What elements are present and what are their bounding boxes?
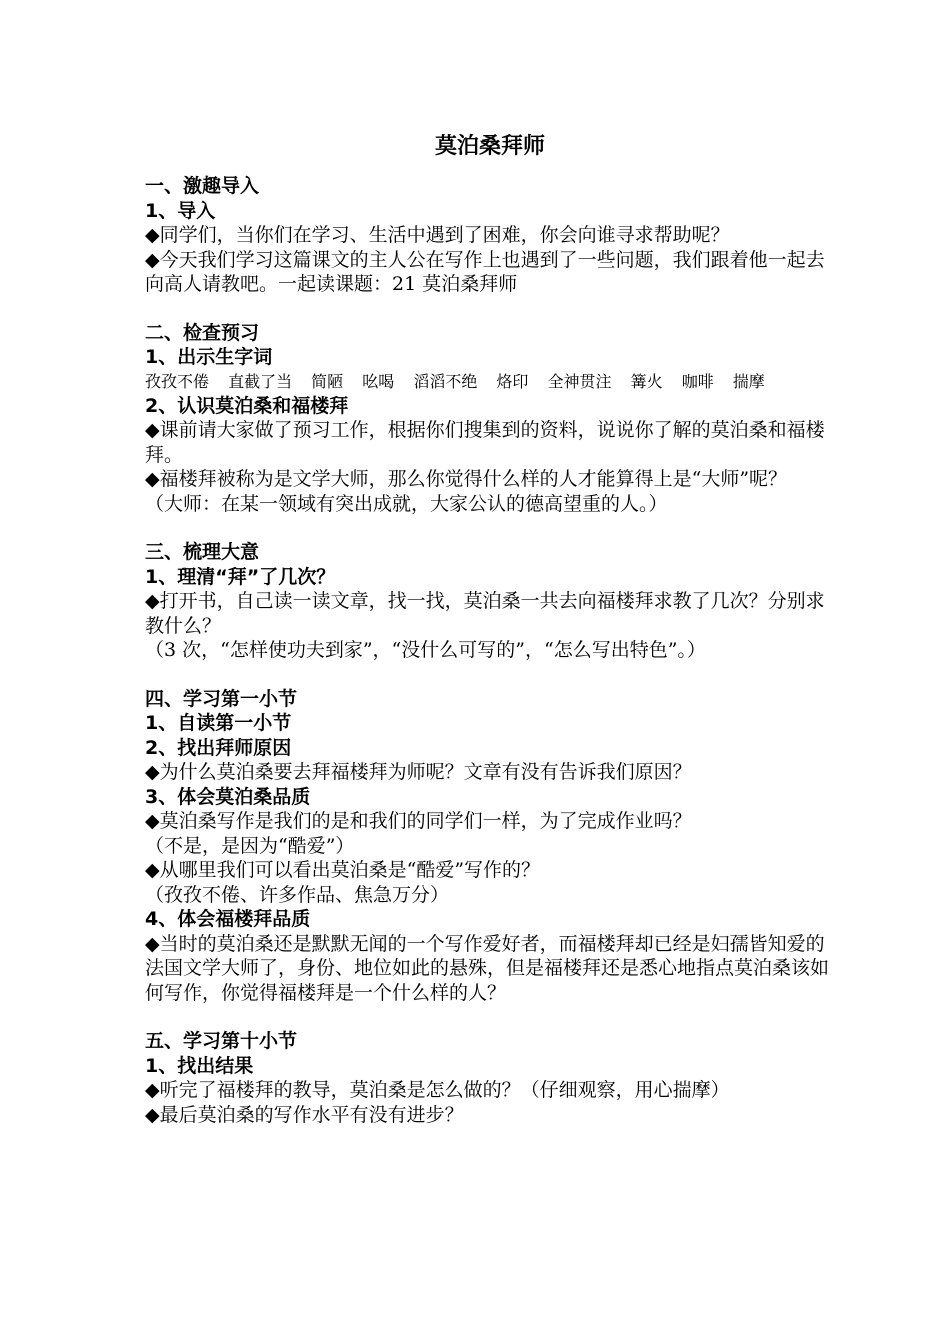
bullet-paragraph xyxy=(145,589,835,638)
bullet-paragraph xyxy=(145,858,835,883)
section-5 xyxy=(145,1029,835,1127)
bullet-paragraph xyxy=(145,467,835,492)
bullet-paragraph xyxy=(145,223,835,248)
bullet-paragraph xyxy=(145,1103,835,1128)
bullet-paragraph xyxy=(145,760,835,785)
bullet-text: 从哪里我们可以看出莫泊桑是“酷爱”写作的？ xyxy=(159,859,541,881)
subheading: 3、体会莫泊桑品质 xyxy=(145,785,311,808)
bullet-text: 打开书，自己读一读文章，找一找，莫泊桑一共去向福楼拜求教了几次？分别求教什么？ xyxy=(145,590,825,637)
answer-paragraph: （孜孜不倦、许多作品、焦急万分） xyxy=(145,883,450,906)
bullet-paragraph xyxy=(145,809,835,834)
diamond-bullet-icon xyxy=(145,933,160,955)
bullet-text: 听完了福楼拜的教导，莫泊桑是怎么做的？（仔细观察，用心揣摩） xyxy=(159,1079,730,1101)
section-heading: 五、学习第十小节 xyxy=(145,1030,298,1052)
bullet-text: 莫泊桑写作是我们的是和我们的同学们一样，为了完成作业吗？ xyxy=(159,810,692,832)
document-page xyxy=(145,128,835,1151)
bullet-text: 为什么莫泊桑要去拜福楼拜为师呢？文章有没有告诉我们原因？ xyxy=(159,761,692,783)
answer-paragraph: （3 次，“怎样使功夫到家”，“没什么可写的”，“怎么写出特色”。） xyxy=(145,639,706,661)
diamond-bullet-icon xyxy=(145,468,160,490)
answer-paragraph: （大师：在某一领域有突出成就，大家公认的德高望重的人。） xyxy=(145,492,668,515)
diamond-bullet-icon xyxy=(145,810,160,832)
bullet-text: 同学们，当你们在学习、生活中遇到了困难，你会向谁寻求帮助呢？ xyxy=(159,224,730,246)
section-4 xyxy=(145,687,835,1006)
diamond-bullet-icon xyxy=(145,1104,160,1126)
subheading: 2、认识莫泊桑和福楼拜 xyxy=(145,394,349,417)
vocabulary-list: 孜孜不倦 直截了当 简陋 吆喝 滔滔不绝 烙印 全神贯注 篝火 咖啡 揣摩 xyxy=(145,371,765,391)
section-1 xyxy=(145,174,835,297)
section-heading: 二、检查预习 xyxy=(145,321,260,344)
subheading: 1、找出结果 xyxy=(145,1054,254,1077)
document-title: 莫泊桑拜师 xyxy=(434,134,545,159)
document-body xyxy=(145,174,835,1127)
diamond-bullet-icon xyxy=(145,249,160,271)
subheading: 1、出示生字词 xyxy=(145,346,273,368)
diamond-bullet-icon xyxy=(145,859,160,881)
subheading: 1、导入 xyxy=(145,199,216,222)
section-heading: 四、学习第一小节 xyxy=(145,687,298,710)
answer-paragraph: （不是，是因为“酷爱”） xyxy=(145,834,355,857)
diamond-bullet-icon xyxy=(145,1079,160,1101)
subheading: 4、体会福楼拜品质 xyxy=(145,908,311,930)
diamond-bullet-icon xyxy=(145,224,160,246)
section-2 xyxy=(145,321,835,517)
bullet-paragraph xyxy=(145,1078,835,1103)
subheading: 2、找出拜师原因 xyxy=(145,736,292,759)
subheading: 1、自读第一小节 xyxy=(145,712,292,734)
diamond-bullet-icon xyxy=(145,419,160,441)
diamond-bullet-icon xyxy=(145,590,160,612)
bullet-paragraph xyxy=(145,418,835,467)
bullet-text: 当时的莫泊桑还是默默无闻的一个写作爱好者，而福楼拜却已经是妇孺皆知爱的法国文学大师了，身份、地位如此的悬殊，但是福楼拜还是悉心地指点莫泊桑该如何写作，你觉得福楼拜是一个什么样的人？ xyxy=(145,932,830,1004)
section-heading: 三、梳理大意 xyxy=(145,541,260,563)
bullet-text: 福楼拜被称为是文学大师，那么你觉得什么样的人才能算得上是“大师”呢？ xyxy=(159,468,788,490)
diamond-bullet-icon xyxy=(145,761,160,783)
bullet-text: 最后莫泊桑的写作水平有没有进步？ xyxy=(159,1103,464,1126)
bullet-text: 课前请大家做了预习工作，根据你们搜集到的资料，说说你了解的莫泊桑和福楼拜。 xyxy=(145,419,825,466)
section-heading: 一、激趣导入 xyxy=(145,175,260,197)
bullet-paragraph xyxy=(145,248,835,297)
bullet-paragraph xyxy=(145,932,835,1006)
section-3 xyxy=(145,540,835,663)
bullet-text: 今天我们学习这篇课文的主人公在写作上也遇到了一些问题，我们跟着他一起去向高人请教吧。一起读课题：21 莫泊桑拜师 xyxy=(145,248,825,295)
subheading: 1、理清“拜”了几次？ xyxy=(145,565,336,588)
